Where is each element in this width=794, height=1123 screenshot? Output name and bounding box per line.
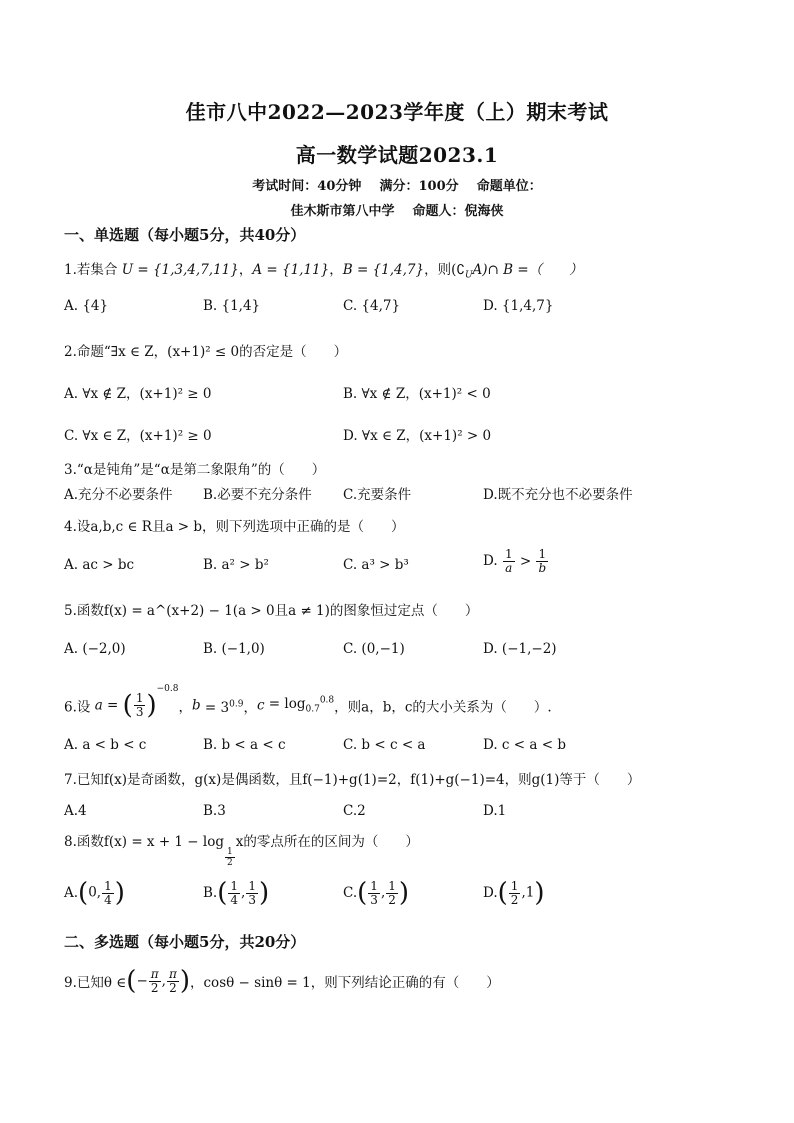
q7-option-a[interactable]: A.4 [64, 803, 87, 819]
q9-text: 9.已知θ ∈ [64, 975, 127, 991]
q1-tail-1: ，则(∁ [424, 262, 465, 278]
q1-option-b[interactable]: B. {1,4} [203, 298, 261, 314]
q8-option-a-label: A. [64, 885, 79, 901]
q8-option-b[interactable]: B.( $\frac{1}{4}$ , $\frac{1}{3}$ ) [203, 878, 270, 908]
q8-log-base-half: $\frac{1}{2}$ [227, 847, 233, 868]
exam-info-line2: 佳木斯市第八中学 命题人：倪海侠 [290, 204, 504, 219]
q5-option-d[interactable]: D. (−1,−2) [483, 641, 557, 657]
q4-frac-1-over-b: $\frac{1}{b}$ [538, 547, 547, 575]
exam-title: 佳市八中2022—2023学年度（上）期末考试 [185, 100, 609, 124]
q6-text: 6.设 [64, 699, 91, 716]
q5-option-b[interactable]: B. (−1,0) [203, 641, 265, 657]
question-4: 4.设a,b,c ∈ R且a > b，则下列选项中正确的是（ ） [64, 519, 405, 535]
q1-text: 若集合 [76, 262, 118, 278]
question-2: 2.命题“∃x ∈ Z，(x+1)² ≤ 0的否定是（ ） [64, 344, 348, 360]
q3-option-d[interactable]: D.既不充分也不必要条件 [483, 487, 633, 503]
q8-tail: x的零点所在的区间为（ ） [235, 834, 419, 850]
q6-option-c[interactable]: C. b < c < a [343, 737, 426, 753]
question-1: 1.若集合 U = {1,3,4,7,11}，A = {1,11}，B = {1,4,7}，则$(∁_UA)\cap$ B =（ ） [64, 262, 583, 281]
q6-option-d[interactable]: D. c < a < b [483, 737, 566, 753]
q2-option-d[interactable]: D. ∀x ∈ Z，(x+1)² > 0 [343, 428, 492, 444]
q4-option-c[interactable]: C. a³ > b³ [343, 557, 409, 573]
q4-option-a[interactable]: A. ac > bc [64, 557, 135, 573]
q4-option-d-label: D. [483, 553, 498, 569]
q8-option-d-label: D. [483, 885, 498, 901]
question-7: 7.已知f(x)是奇函数，g(x)是偶函数，且f(−1)+g(1)=2，f(1)+g(−1)=4，则g(1)等于（ ） [64, 772, 641, 788]
question-5: 5.函数f(x) = a^(x+2) − 1(a > 0且a ≠ 1)的图象恒过定点（ ） [64, 603, 479, 619]
q1-set-u: U = {1,3,4,7,11} [121, 262, 239, 278]
q7-option-b[interactable]: B.3 [203, 803, 226, 819]
q2-option-c[interactable]: C. ∀x ∈ Z，(x+1)² ≥ 0 [64, 428, 212, 444]
question-9: 9.已知θ ∈(− $\frac{\pi}{2}$ , $\frac{\pi}{2}$ )，cosθ − sinθ = 1，则下列结论正确的有（ ） [64, 966, 500, 996]
q7-option-d[interactable]: D.1 [483, 803, 507, 819]
q1-option-c[interactable]: C. {4,7} [343, 298, 401, 314]
q8-option-a[interactable]: A.(0, $\frac{1}{4}$ ) [64, 878, 125, 908]
exam-subtitle: 高一数学试题2023.1 [295, 143, 499, 167]
q3-option-a[interactable]: A.充分不必要条件 [64, 487, 173, 503]
q9-tail: ，cosθ − sinθ = 1，则下列结论正确的有（ ） [190, 975, 500, 991]
q5-option-c[interactable]: C. (0,−1) [343, 641, 405, 657]
question-3: 3.“α是钝角”是“α是第二象限角”的（ ） [64, 462, 326, 478]
question-6: 6.设 a = ( $\frac{1}{3}$ )$^{-0.8}$，$b = 3^{0.9}$，$c = \log_{0.7}^{0.8}$，则a，b，c的大小关系为（ ）. [64, 684, 552, 721]
q1-set-a: A = {1,11} [252, 262, 330, 278]
q8-option-c[interactable]: C.( $\frac{1}{3}$ , $\frac{1}{2}$ ) [343, 878, 410, 908]
q4-option-d[interactable]: D. $\frac{1}{a}$ > $\frac{1}{b}$ [483, 547, 547, 575]
q4-frac-1-over-a: $\frac{1}{a}$ [504, 547, 513, 575]
section-multiple-choice: 二、多选题（每小题5分，共20分） [64, 933, 306, 951]
exam-info-line1: 考试时间：40分钟 满分：100分 命题单位： [252, 179, 542, 194]
q6-option-a[interactable]: A. a < b < c [64, 737, 147, 753]
q5-option-a[interactable]: A. (−2,0) [64, 641, 126, 657]
q6-frac-one-third: $\frac{1}{3}$ [135, 691, 144, 719]
q1-number: 1. [64, 262, 77, 278]
q3-option-b[interactable]: B.必要不充分条件 [203, 487, 312, 503]
q8-option-b-label: B. [203, 885, 218, 901]
q1-option-d[interactable]: D. {1,4,7} [483, 298, 554, 314]
question-8 [64, 830, 419, 868]
q6-option-b[interactable]: B. b < a < c [203, 737, 286, 753]
q1-set-b: B = {1,4,7} [342, 262, 425, 278]
q8-option-c-label: C. [343, 885, 358, 901]
q8-option-d[interactable]: D.( $\frac{1}{2}$ ,1) [483, 878, 545, 908]
q1-tail-2: A)∩ B =（ ） [472, 262, 583, 278]
q2-option-a[interactable]: A. ∀x ∉ Z，(x+1)² ≥ 0 [64, 386, 212, 402]
q7-option-c[interactable]: C.2 [343, 803, 366, 819]
section-single-choice: 一、单选题（每小题5分，共40分） [64, 226, 306, 244]
q8-text: 8.函数f(x) = x + 1 − log [64, 834, 224, 850]
q6-tail: ，则a，b，c的大小关系为（ ）. [334, 699, 552, 716]
q2-option-b[interactable]: B. ∀x ∉ Z，(x+1)² < 0 [343, 386, 491, 402]
q1-option-a[interactable]: A. {4} [64, 298, 109, 314]
q4-option-b[interactable]: B. a² > b² [203, 557, 269, 573]
q3-option-c[interactable]: C.充要条件 [343, 487, 412, 503]
